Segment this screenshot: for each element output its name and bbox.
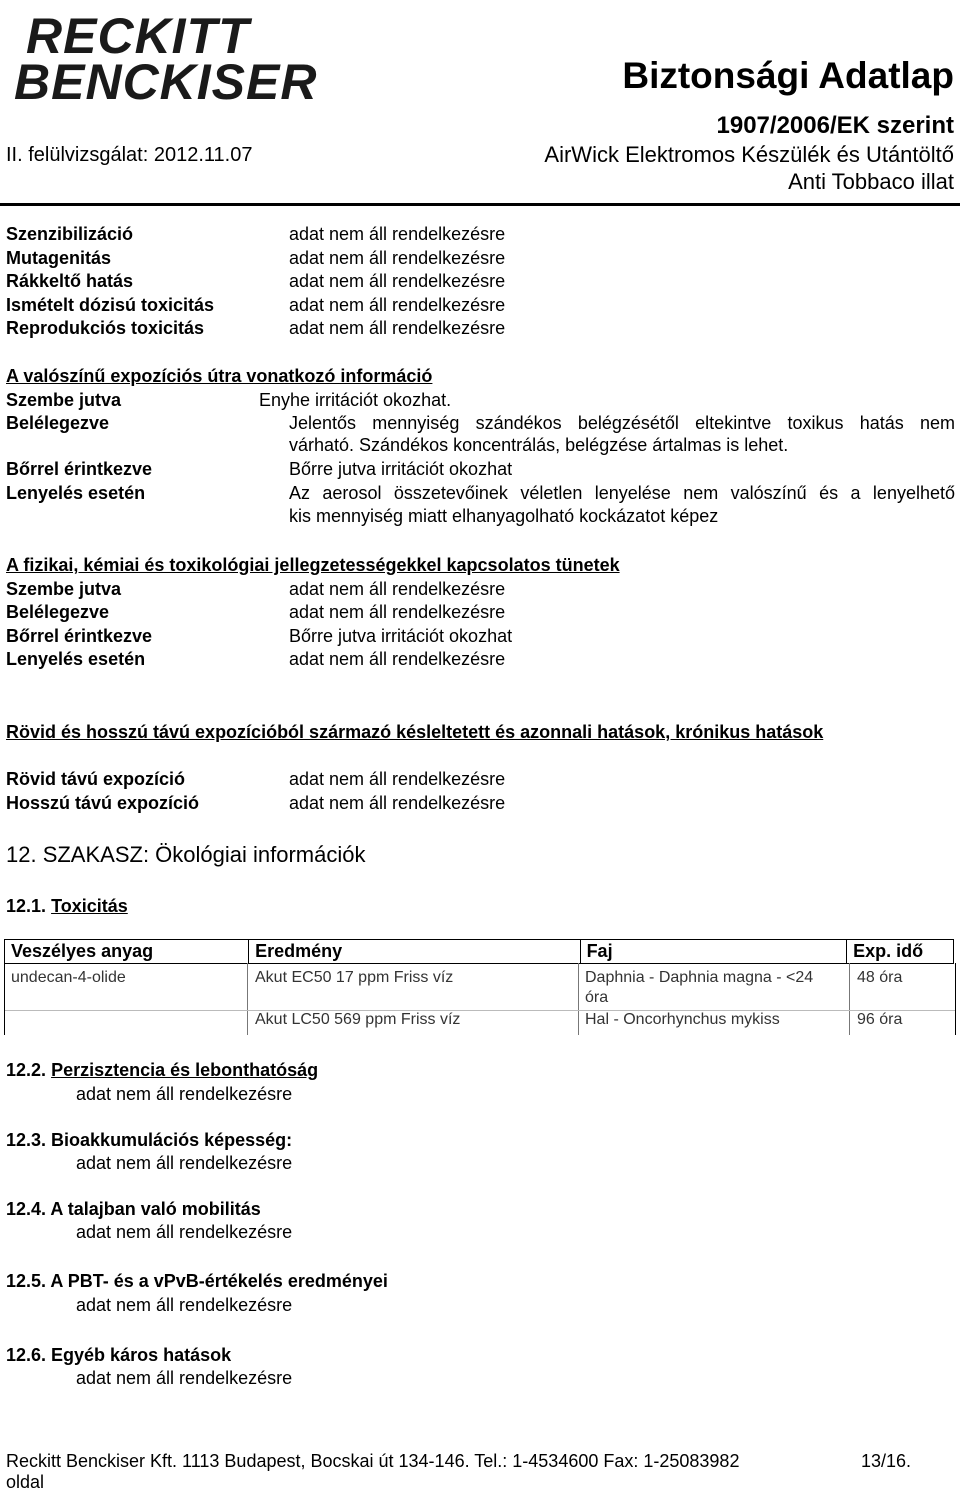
item-label: Lenyelés esetén — [6, 649, 146, 669]
item-label: Szembe jutva — [6, 390, 122, 410]
cell-exposure-time: 48 óra — [857, 969, 903, 986]
subsection-title: Perzisztencia és lebonthatóság — [51, 1060, 319, 1080]
column-header: Veszélyes anyag — [5, 940, 249, 964]
cell-exposure-time: 96 óra — [857, 1011, 903, 1028]
logo-line-2: BENCKISER — [14, 54, 318, 110]
symptoms-heading: A fizikai, kémiai és toxikológiai jellegzetességekkel kapcsolatos tünetek — [6, 555, 620, 575]
item-value-line-2: várható. Szándékos koncentrálás, belégzése ártalmas is lehet. — [289, 435, 789, 455]
item-value: adat nem áll rendelkezésre — [289, 579, 506, 599]
toxicity-table — [4, 939, 954, 964]
item-value: Enyhe irritációt okozhat. — [259, 390, 452, 410]
cell-result: Akut EC50 17 ppm Friss víz — [255, 969, 454, 986]
item-value: adat nem áll rendelkezésre — [289, 318, 506, 338]
item-value: adat nem áll rendelkezésre — [289, 602, 506, 622]
col-divider — [247, 963, 248, 1035]
subsection-value: adat nem áll rendelkezésre — [76, 1295, 293, 1315]
subsection-title: Toxicitás — [51, 896, 128, 916]
item-label: Belélegezve — [6, 602, 110, 622]
subsection-12-4: 12.4. A talajban való mobilitás — [6, 1199, 261, 1219]
item-label: Szembe jutva — [6, 579, 122, 599]
col-divider — [849, 963, 850, 1035]
cell-species: Hal - Oncorhynchus mykiss — [585, 1011, 780, 1028]
item-label: Ismételt dózisú toxicitás — [6, 295, 215, 315]
item-value: adat nem áll rendelkezésre — [289, 769, 506, 789]
product-variant: Anti Tobbaco illat — [788, 169, 954, 194]
subsection-12-2 — [6, 1059, 318, 1082]
item-value: Bőrre jutva irritációt okozhat — [289, 459, 513, 479]
column-header: Eredmény — [249, 940, 580, 964]
subsection-value: adat nem áll rendelkezésre — [76, 1153, 293, 1173]
cell-species: Daphnia - Daphnia magna - <24 — [585, 969, 814, 986]
regulation-label: 1907/2006/EK szerint — [716, 112, 954, 139]
cell-substance: undecan-4-olide — [11, 969, 126, 986]
subsection-12-3: 12.3. Bioakkumulációs képesség: — [6, 1130, 293, 1150]
item-label: Lenyelés esetén — [6, 483, 146, 503]
item-label: Szenzibilizáció — [6, 224, 134, 244]
subsection-number: 12.1. — [6, 896, 47, 916]
subsection-12-1 — [6, 895, 128, 918]
subsection-value: adat nem áll rendelkezésre — [76, 1368, 293, 1388]
logo-line-1: RECKITT — [26, 8, 250, 64]
document-title: Biztonsági Adatlap — [622, 55, 954, 96]
subsection-12-6: 12.6. Egyéb káros hatások — [6, 1345, 232, 1365]
col-divider — [578, 963, 579, 1035]
subsection-number: 12.2. — [6, 1060, 47, 1080]
product-name: AirWick Elektromos Készülék és Utántöltő — [544, 142, 954, 167]
footer-page-number: 13/16. — [861, 1451, 912, 1471]
revision-date: II. felülvizsgálat: 2012.11.07 — [6, 144, 253, 166]
item-label: Belélegezve — [6, 413, 110, 433]
item-value-line-1: Az aerosol összetevőinek véletlen lenyelése nem valószínű és a lenyelhető — [289, 483, 955, 503]
footer-page-label: oldal — [6, 1472, 45, 1492]
item-value: adat nem áll rendelkezésre — [289, 649, 506, 669]
item-value: adat nem áll rendelkezésre — [289, 248, 506, 268]
subsection-value: adat nem áll rendelkezésre — [76, 1222, 293, 1242]
item-label: Rövid távú expozíció — [6, 769, 186, 789]
item-value: adat nem áll rendelkezésre — [289, 793, 506, 813]
item-label: Hosszú távú expozíció — [6, 793, 200, 813]
item-label: Bőrrel érintkezve — [6, 626, 153, 646]
header-divider — [0, 203, 960, 206]
section-12-title: 12. SZAKASZ: Ökológiai információk — [6, 842, 366, 867]
toxicity-table-body — [4, 963, 956, 1035]
table-header-row — [5, 940, 954, 964]
item-value: adat nem áll rendelkezésre — [289, 271, 506, 291]
column-header: Exp. idő — [847, 940, 954, 964]
item-value: adat nem áll rendelkezésre — [289, 295, 506, 315]
item-label: Reprodukciós toxicitás — [6, 318, 205, 338]
item-label: Bőrrel érintkezve — [6, 459, 153, 479]
cell-result: Akut LC50 569 ppm Friss víz — [255, 1011, 461, 1028]
item-value: adat nem áll rendelkezésre — [289, 224, 506, 244]
item-value-line-2: kis mennyiség miatt elhanyagolható kockázatot képez — [289, 506, 719, 526]
column-header: Faj — [580, 940, 847, 964]
exposure-heading: A valószínű expozíciós útra vonatkozó információ — [6, 366, 433, 386]
cell-species-cont: óra — [585, 989, 609, 1006]
item-value: Bőrre jutva irritációt okozhat — [289, 626, 513, 646]
item-label: Mutagenitás — [6, 248, 112, 268]
footer-address: Reckitt Benckiser Kft. 1113 Budapest, Bocskai út 134-146. Tel.: 1-4534600 Fax: 1-25083982 — [6, 1451, 740, 1471]
subsection-value: adat nem áll rendelkezésre — [76, 1084, 293, 1104]
row-divider — [5, 1010, 955, 1011]
item-value-line-1: Jelentős mennyiség szándékos belégzésétől eltekintve toxikus hatás nem — [289, 413, 955, 433]
company-logo — [14, 8, 318, 110]
effects-heading: Rövid és hosszú távú expozícióból származó késleltetett és azonnali hatások, krónikus hatások — [6, 722, 824, 742]
item-label: Rákkeltő hatás — [6, 271, 134, 291]
subsection-12-5: 12.5. A PBT- és a vPvB-értékelés eredményei — [6, 1271, 388, 1291]
